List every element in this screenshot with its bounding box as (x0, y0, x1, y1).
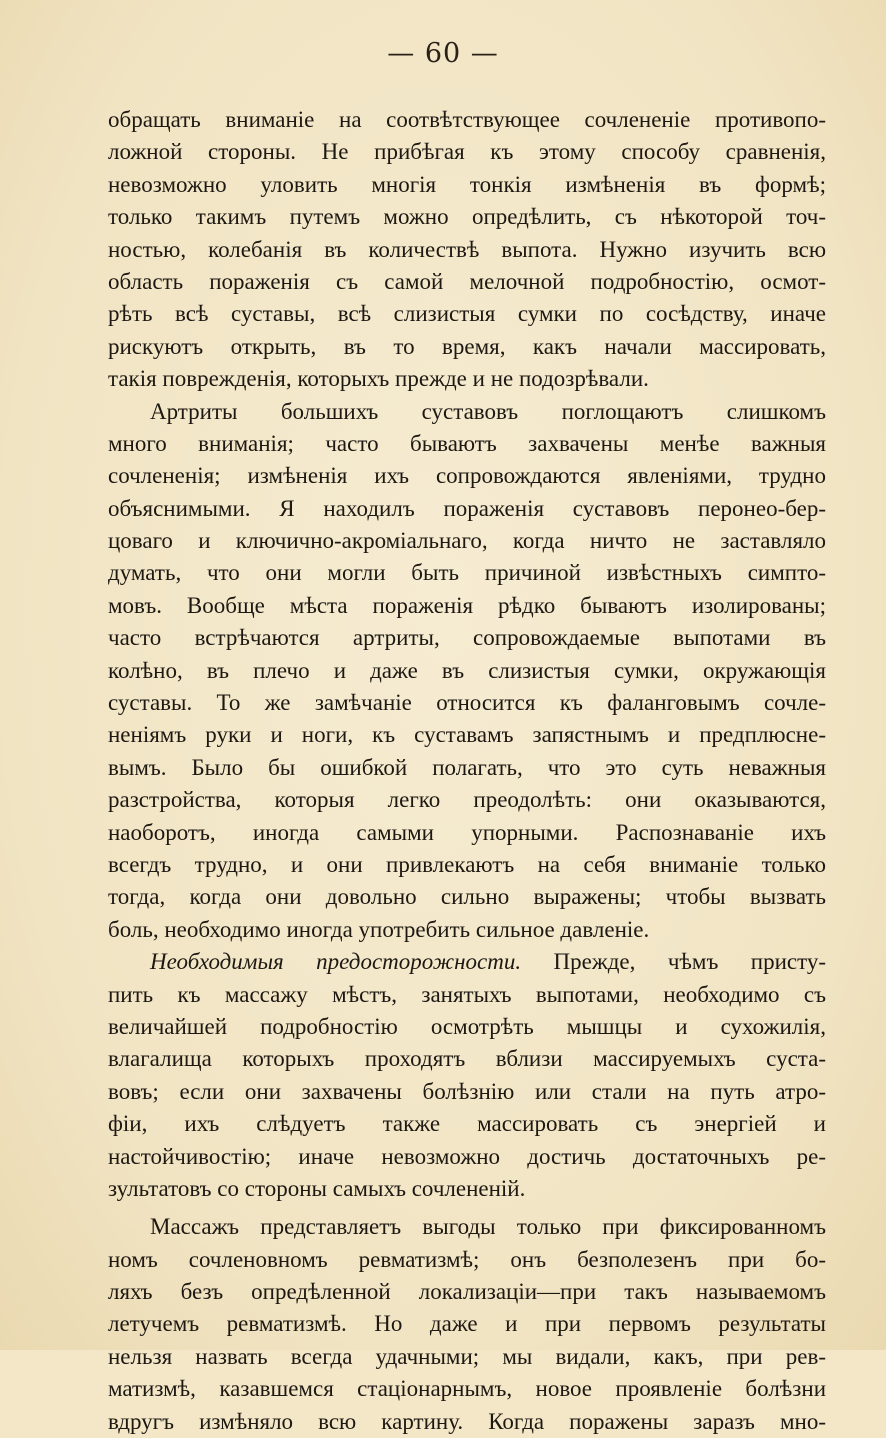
text-line: невозможно уловить многія тонкія измѣненія въ формѣ; (108, 171, 826, 197)
text-line: матизмѣ, казавшемся стаціонарнымъ, новое проявленіе болѣзни (108, 1376, 826, 1402)
text-line: сочлененія; измѣненія ихъ сопровождаются явленіями, трудно (108, 463, 826, 489)
text-line: ляхъ безъ опредѣленной локализаціи—при такъ называемомъ (108, 1279, 826, 1305)
text-line: Массажъ представляетъ выгоды только при фиксированномъ (150, 1214, 826, 1240)
text-line: мовъ. Вообще мѣста пораженія рѣдко бываютъ изолированы; (108, 592, 826, 618)
text-line: обращать вниманіе на соотвѣтствующее сочлененіе противопо- (108, 107, 826, 132)
text-line: Артриты большихъ суставовъ поглощаютъ слишкомъ (150, 398, 826, 424)
text-line: пить къ массажу мѣстъ, занятыхъ выпотами, необходимо съ (108, 981, 826, 1007)
text-line-rest: Прежде, чѣмъ присту- (553, 949, 826, 975)
text-line: вымъ. Было бы ошибкой полагать, что это суть неважныя (108, 754, 826, 780)
page-number: — 60 — (387, 38, 499, 69)
text-line: нельзя назвать всегда удачными; мы видали, какъ, при рев- (108, 1343, 826, 1369)
text-line: только такимъ путемъ можно опредѣлить, съ нѣкоторой точ- (108, 204, 826, 230)
text-line: много вниманія; часто бываютъ захвачены менѣе важныя (108, 430, 826, 456)
text-line: рискуютъ открыть, въ то время, какъ начали массировать, (108, 333, 826, 359)
text-line (108, 946, 826, 978)
text-line: цоваго и ключично-акроміальнаго, когда ничто не заставляло (108, 528, 826, 554)
text-line: ложной стороны. Не прибѣгая къ этому способу сравненія, (108, 139, 826, 165)
body-text (108, 104, 826, 1438)
italic-heading: Необходимыя предосторожности. (150, 949, 522, 975)
text-line: фіи, ихъ слѣдуетъ также массировать съ энергіей и (108, 1111, 826, 1137)
text-line: часто встрѣчаются артриты, сопровождаемые выпотами въ (108, 625, 826, 651)
text-line: суставы. То же замѣчаніе относится къ фаланговымъ сочле- (108, 690, 826, 716)
text-line: разстройства, которыя легко преодолѣть: они оказываются, (108, 787, 826, 813)
text-line: объяснимыми. Я находилъ пораженія суставовъ перонео-бер- (108, 495, 826, 521)
text-line: тогда, когда они довольно сильно выражены; чтобы вызвать (108, 884, 826, 910)
text-line: неніямъ руки и ноги, къ суставамъ запястнымъ и предплюсне- (108, 722, 826, 748)
text-line: летучемъ ревматизмѣ. Но даже и при первомъ результаты (108, 1311, 826, 1337)
text-line: ностью, колебанія въ количествѣ выпота. Нужно изучить всю (108, 236, 826, 262)
text-line: такія поврежденія, которыхъ прежде и не подозрѣвали. (108, 366, 649, 392)
text-line: вдругъ измѣняло всю картину. Когда поражены заразъ мно- (108, 1408, 826, 1434)
text-line: вовъ; если они захвачены болѣзнію или стали на путь атро- (108, 1078, 826, 1104)
text-line: влагалища которыхъ проходятъ вблизи массируемыхъ суста- (108, 1046, 826, 1072)
text-line: колѣно, въ плечо и даже въ слизистыя сумки, окружающія (108, 657, 826, 683)
text-line: область пораженія съ самой мелочной подробностію, осмот- (108, 268, 826, 294)
text-line: номъ сочленовномъ ревматизмѣ; онъ безполезенъ при бо- (108, 1246, 826, 1272)
text-line: боль, необходимо иногда употребить сильное давленіе. (108, 916, 650, 942)
text-line: наоборотъ, иногда самыми упорными. Распознаваніе ихъ (108, 819, 826, 845)
text-line: величайшей подробностію осмотрѣть мышцы и сухожилія, (108, 1013, 826, 1039)
text-line: думать, что они могли быть причиной извѣстныхъ симпто- (108, 560, 826, 586)
text-line: всегдъ трудно, и они привлекаютъ на себя вниманіе только (108, 851, 826, 877)
text-line: настойчивостію; иначе невозможно достичь достаточныхъ ре- (108, 1143, 826, 1169)
text-line: рѣть всѣ суставы, всѣ слизистыя сумки по сосѣдству, иначе (108, 301, 826, 327)
text-line: зультатовъ со стороны самыхъ сочлененій. (108, 1175, 526, 1201)
